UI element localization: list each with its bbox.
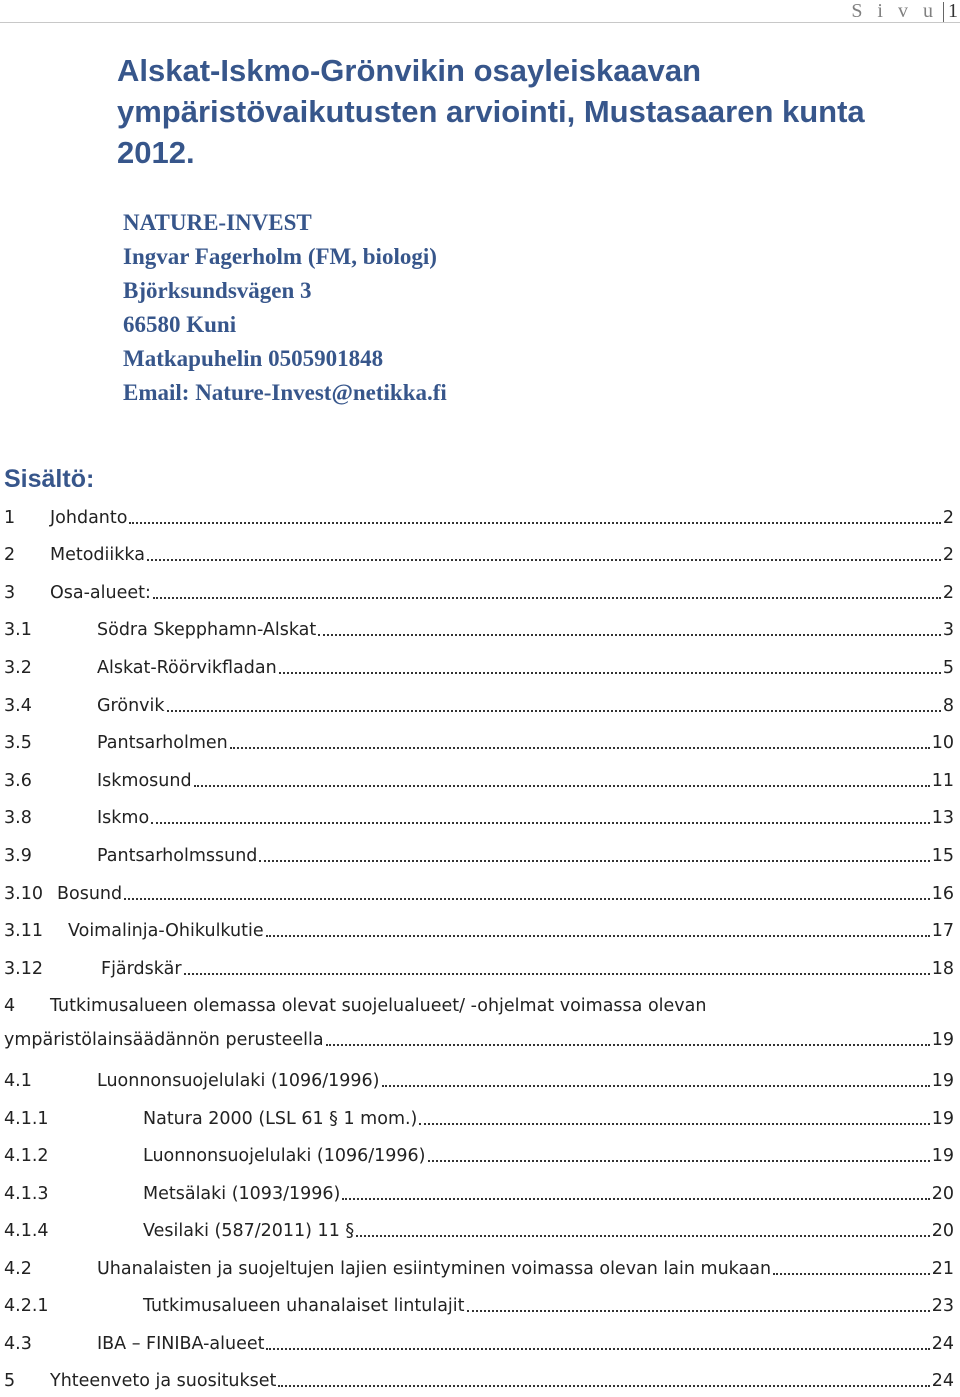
toc-entry[interactable] [4, 658, 954, 684]
toc-entry[interactable] [4, 846, 954, 872]
toc-entry[interactable] [4, 1030, 954, 1056]
toc-entry-number: 4.1.4 [4, 1221, 49, 1241]
contact-org: NATURE-INVEST [123, 210, 312, 235]
toc-entry-page: 17 [931, 921, 954, 941]
toc-entry-title: Metsälaki (1093/1996) [143, 1184, 341, 1204]
contact-person: Ingvar Fagerholm (FM, biologi) [123, 244, 437, 269]
toc-leader-dots [428, 1146, 930, 1162]
toc-entry-page: 19 [931, 1146, 954, 1166]
toc-leader-dots [167, 696, 941, 712]
toc-entry-title: ympäristölainsäädännön perusteella [4, 1030, 324, 1050]
toc-entry[interactable] [4, 1371, 954, 1397]
toc-entry-title: Iskmo [97, 808, 150, 828]
page-label: S i v u [851, 0, 938, 22]
toc-entry-page: 2 [942, 545, 954, 565]
toc-entry-page: 20 [931, 1221, 954, 1241]
toc-entry-title: Alskat-Röörvikfladan [97, 658, 277, 678]
toc-leader-dots [153, 583, 941, 599]
toc-entry-page: 2 [942, 508, 954, 528]
toc-entry-title: Metodiikka [50, 545, 145, 565]
toc-entry-number: 2 [4, 545, 16, 565]
toc-entry[interactable] [4, 1259, 954, 1285]
contact-postal: 66580 Kuni [123, 312, 237, 337]
toc-leader-dots [151, 808, 930, 824]
toc-leader-dots [279, 658, 941, 674]
toc-entry-number: 3.9 [4, 846, 32, 866]
toc-entry-number: 5 [4, 1371, 16, 1391]
toc-heading: Sisältö: [4, 465, 95, 493]
header-divider [943, 2, 944, 22]
toc-entry-page: 19 [931, 1109, 954, 1129]
toc-entry-title: Uhanalaisten ja suojeltujen lajien esiintyminen voimassa olevan lain mukaan [97, 1259, 772, 1279]
toc-entry-number: 3.2 [4, 658, 32, 678]
toc-entry[interactable] [4, 1221, 954, 1247]
toc-entry-page: 15 [931, 846, 954, 866]
toc-entry[interactable] [4, 733, 954, 759]
toc-entry[interactable] [4, 1109, 954, 1135]
toc-entry-title: Natura 2000 (LSL 61 § 1 mom.) [143, 1109, 418, 1129]
toc-entry-page: 20 [931, 1184, 954, 1204]
toc-entry[interactable] [4, 959, 954, 985]
toc-leader-dots [356, 1221, 930, 1237]
toc-entry[interactable] [4, 1071, 954, 1097]
toc-entry-title: Osa-alueet: [50, 583, 151, 603]
toc-entry[interactable] [4, 583, 954, 609]
toc-leader-dots [419, 1109, 929, 1125]
toc-entry-page: 11 [931, 771, 954, 791]
toc-entry-title: Johdanto [50, 508, 128, 528]
toc-entry-number: 3.8 [4, 808, 32, 828]
toc-entry-number: 3.10 [4, 884, 43, 904]
toc-leader-dots [278, 1371, 929, 1387]
toc-entry-page: 24 [931, 1334, 954, 1354]
toc-entry-number: 3.11 [4, 921, 43, 941]
toc-entry[interactable] [4, 808, 954, 834]
toc-entry-page: 19 [931, 1071, 954, 1091]
toc-leader-dots [230, 733, 930, 749]
contact-email: Email: Nature-Invest@netikka.fi [123, 380, 447, 405]
toc-entry[interactable] [4, 508, 954, 534]
toc-entry-number: 4.3 [4, 1334, 32, 1354]
toc-entry-title: Pantsarholmen [97, 733, 228, 753]
toc-entry-page: 21 [931, 1259, 954, 1279]
toc-leader-dots [129, 508, 940, 524]
toc-entry-title: Vesilaki (587/2011) 11 § [143, 1221, 355, 1241]
toc-entry-page: 24 [931, 1371, 954, 1391]
toc-leader-dots [259, 846, 929, 862]
toc-leader-dots [467, 1296, 930, 1312]
toc-entry-number: 4.2.1 [4, 1296, 49, 1316]
toc-entry-page: 19 [931, 1030, 954, 1050]
toc-entry[interactable] [4, 771, 954, 797]
toc-entry[interactable] [4, 696, 954, 722]
toc-entry-number: 4 [4, 996, 16, 1016]
toc-entry-title: Voimalinja-Ohikulkutie [68, 921, 264, 941]
toc-entry-title: Bosund [57, 884, 123, 904]
toc-entry-number: 4.1.1 [4, 1109, 49, 1129]
toc-entry[interactable] [4, 921, 954, 947]
toc-entry-page: 18 [931, 959, 954, 979]
toc-entry-page: 16 [931, 884, 954, 904]
toc-leader-dots [382, 1071, 930, 1087]
toc-leader-dots [266, 1334, 929, 1350]
toc-entry-number: 4.1.2 [4, 1146, 49, 1166]
toc-entry-number: 4.1 [4, 1071, 32, 1091]
toc-entry[interactable] [4, 1334, 954, 1360]
toc-entry-title: Luonnonsuojelulaki (1096/1996) [97, 1071, 380, 1091]
toc-entry-number: 3.4 [4, 696, 32, 716]
title-line: Alskat-Iskmo-Grönvikin osayleiskaavan [117, 53, 702, 88]
toc-entry-page: 3 [942, 620, 954, 640]
contact-street: Björksundsvägen 3 [123, 278, 312, 303]
toc-leader-dots [326, 1030, 930, 1046]
toc-entry-number: 3 [4, 583, 16, 603]
toc-entry-number: 1 [4, 508, 16, 528]
toc-entry-number: 3.12 [4, 959, 43, 979]
toc-entry[interactable] [4, 1146, 954, 1172]
toc-entry-page: 23 [931, 1296, 954, 1316]
contact-block [123, 206, 447, 410]
toc-leader-dots [318, 620, 941, 636]
toc-entry-title: Pantsarholmssund [97, 846, 258, 866]
toc-entry-page: 10 [931, 733, 954, 753]
toc-entry-number: 3.6 [4, 771, 32, 791]
document-title [117, 50, 937, 173]
toc-entry[interactable] [4, 1184, 954, 1210]
toc-entry[interactable] [4, 545, 954, 571]
toc-entry-number: 3.1 [4, 620, 32, 640]
toc-entry-title: Fjärdskär [101, 959, 182, 979]
toc-entry-page: 2 [942, 583, 954, 603]
page-number: 1 [948, 0, 958, 22]
title-line: ympäristövaikutusten arviointi, Mustasaaren kunta [117, 94, 865, 129]
toc-leader-dots [147, 545, 941, 561]
toc-entry-title: Grönvik [97, 696, 165, 716]
toc-entry-title: Tutkimusalueen olemassa olevat suojelualueet/ -ohjelmat voimassa olevan [50, 996, 707, 1016]
toc-leader-dots [773, 1259, 930, 1275]
toc-entry-title: Luonnonsuojelulaki (1096/1996) [143, 1146, 426, 1166]
toc-leader-dots [342, 1184, 929, 1200]
toc-leader-dots [184, 959, 930, 975]
toc-entry-page: 8 [942, 696, 954, 716]
toc-entry[interactable] [4, 1296, 954, 1322]
toc-entry-line [4, 996, 954, 1016]
toc-entry-number: 4.1.3 [4, 1184, 49, 1204]
toc-entry-page: 13 [931, 808, 954, 828]
toc-entry[interactable] [4, 620, 954, 646]
page-header [0, 0, 960, 23]
toc-leader-dots [266, 921, 930, 937]
toc-entry-title: Tutkimusalueen uhanalaiset lintulajit [143, 1296, 465, 1316]
toc-entry[interactable] [4, 884, 954, 910]
toc-entry-title: Yhteenveto ja suositukset [50, 1371, 277, 1391]
toc-leader-dots [194, 771, 930, 787]
toc-entry-title: Iskmosund [97, 771, 192, 791]
toc-entry-page: 5 [942, 658, 954, 678]
toc-entry-title: Södra Skepphamn-Alskat [97, 620, 317, 640]
toc-entry-number: 4.2 [4, 1259, 32, 1279]
toc-entry-title: IBA – FINIBA-alueet [97, 1334, 265, 1354]
title-line: 2012. [117, 135, 195, 170]
contact-phone: Matkapuhelin 0505901848 [123, 346, 384, 371]
toc-entry-number: 3.5 [4, 733, 32, 753]
toc-leader-dots [124, 884, 930, 900]
